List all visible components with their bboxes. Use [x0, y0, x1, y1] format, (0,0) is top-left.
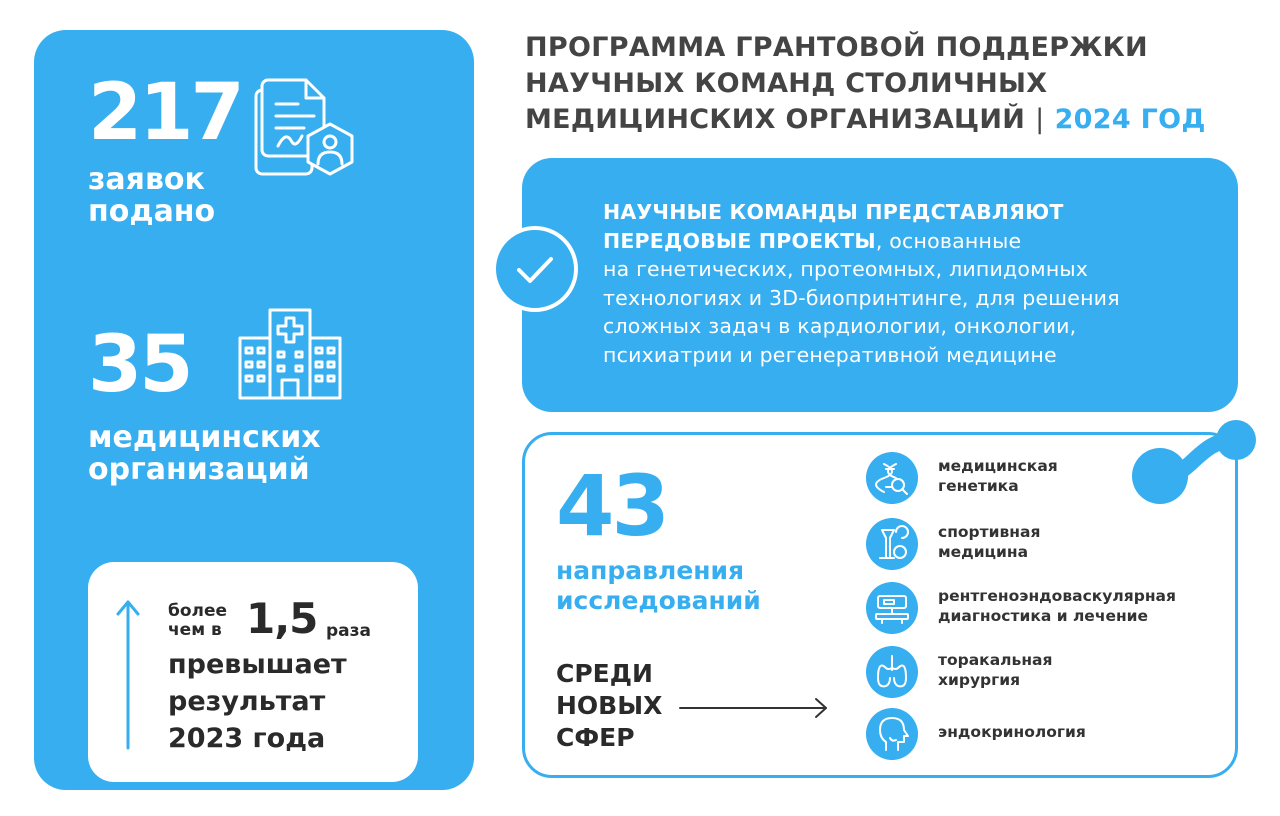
organizations-label [88, 422, 321, 486]
list-item-endocrinology-label: эндокринология [938, 723, 1086, 741]
hospital-building-icon [236, 308, 346, 404]
new-spheres-line1: СРЕДИ [556, 659, 653, 688]
title-line2: НАУЧНЫХ КОМАНД СТОЛИЧНЫХ [525, 68, 1048, 99]
directions-label-line2: исследований [556, 586, 761, 615]
list-item-sport-medicine [866, 518, 1226, 570]
projects-line2 [603, 227, 1223, 256]
organizations-count: 35 [88, 320, 191, 410]
list-item-xray-line1: рентгеноэндоваскулярная [938, 587, 1176, 605]
page-title [525, 30, 1265, 138]
growth-description [168, 646, 347, 757]
list-item-genetics-line2: генетика [938, 477, 1019, 495]
growth-prefix [168, 602, 227, 640]
organizations-label-line2: организаций [88, 452, 310, 487]
projects-bold-line1: НАУЧНЫЕ КОМАНДЫ ПРЕДСТАВЛЯЮТ [603, 200, 1064, 224]
applications-label-line2: подано [88, 194, 216, 229]
title-line1: ПРОГРАММА ГРАНТОВОЙ ПОДДЕРЖКИ [525, 32, 1148, 63]
list-item-sport-medicine-line2: медицина [938, 543, 1029, 561]
projects-line3: на генетических, протеомных, липидомных [603, 257, 1089, 281]
projects-line6: психиатрии и регенеративной медицине [603, 342, 1057, 367]
sport-medicine-icon [866, 518, 918, 570]
head-profile-icon [866, 708, 918, 760]
arrow-right-icon [678, 696, 830, 724]
new-spheres-line2: НОВЫХ [556, 691, 663, 720]
new-spheres-line3: СФЕР [556, 723, 635, 752]
title-line3-text: МЕДИЦИНСКИХ ОРГАНИЗАЦИЙ [525, 104, 1026, 135]
list-item-xray-line2: диагностика и лечение [938, 607, 1149, 625]
growth-prefix-line2: чем в [168, 620, 222, 640]
new-spheres-label [556, 658, 662, 754]
arrow-up-icon [116, 598, 140, 754]
list-item-thoracic-label [938, 650, 1052, 690]
growth-unit: раза [326, 621, 371, 641]
list-item-thoracic-line2: хирургия [938, 671, 1021, 689]
directions-label-line1: направления [556, 556, 745, 585]
title-separator: | [1035, 104, 1045, 135]
projects-description [603, 198, 1223, 369]
list-item-genetics-line1: медицинская [938, 457, 1058, 475]
organizations-label-line1: медицинских [88, 420, 321, 455]
projects-bold-line2: ПЕРЕДОВЫЕ ПРОЕКТЫ [603, 228, 876, 253]
list-item-xray-label [938, 586, 1176, 626]
dna-icon [866, 452, 918, 504]
list-item-genetics-label [938, 456, 1058, 496]
lungs-icon [866, 646, 918, 698]
applications-label [88, 164, 215, 228]
projects-line4: технологиях и 3D-биопринтинге, для решения [603, 285, 1120, 310]
projects-line2-rest: , основанные [875, 228, 1022, 253]
list-item-thoracic-line1: торакальная [938, 651, 1053, 669]
applications-count: 217 [88, 68, 242, 158]
checkmark-icon [492, 226, 578, 312]
title-year: 2024 ГОД [1054, 104, 1206, 135]
growth-description-line3: 2023 года [168, 723, 326, 754]
projects-line1 [603, 198, 1223, 227]
directions-count: 43 [556, 457, 667, 555]
title-line3 [525, 102, 1265, 138]
projects-line5: сложных задач в кардиологии, онкологии, [603, 314, 1077, 338]
directions-label [556, 556, 761, 616]
growth-description-line2: результат [168, 686, 326, 717]
applications-label-line1: заявок [88, 162, 205, 197]
growth-prefix-line1: более [168, 601, 228, 621]
list-item-thoracic [866, 646, 1226, 698]
growth-multiplier: 1,5 [246, 594, 318, 643]
document-applicant-icon [252, 74, 362, 188]
list-item-endocrinology [866, 708, 1226, 760]
growth-description-line1: превышает [168, 649, 347, 680]
list-item-genetics [866, 452, 1226, 504]
list-item-sport-medicine-label [938, 522, 1040, 562]
list-item-xray [866, 582, 1226, 634]
list-item-sport-medicine-line1: спортивная [938, 523, 1041, 541]
xray-scanner-icon [866, 582, 918, 634]
